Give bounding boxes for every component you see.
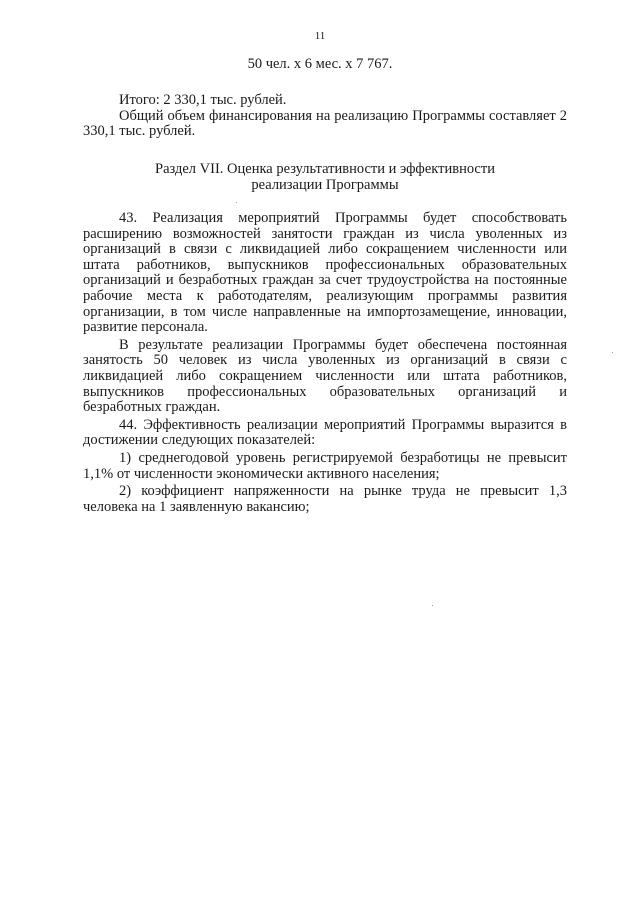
calculation-line: 50 чел. х 6 мес. х 7 767.	[247, 56, 393, 72]
total-line: Итого: 2 330,1 тыс. рублей.	[119, 92, 287, 108]
funding-paragraph: Общий объем финансирования на реализацию Программы составляет 2 330,1 тыс. рублей.	[83, 107, 567, 140]
section-title-line2: реализации Программы	[251, 177, 399, 193]
section-title-line1: Раздел VII. Оценка результативности и эффективности	[155, 161, 495, 177]
indicator-item-2: 2) коэффициент напряженности на рынке труда не превысит 1,3 человека на 1 заявленную вакансию;	[83, 483, 567, 515]
page-number: 11	[314, 30, 326, 42]
paragraph-result: В результате реализации Программы будет обеспечена постоянная занятость 50 человек из числа уволенных из организаций в связи с ликвидацией либо сокращением численности или штата работников, выпускников профессиональных образовательных организаций и безработных граждан.	[83, 336, 567, 416]
scan-speck	[612, 352, 613, 353]
paragraph-44: 44. Эффективность реализации мероприятий Программы выразится в достижении следующих показателей:	[83, 416, 567, 449]
section-content	[83, 211, 567, 515]
total-block	[83, 93, 567, 140]
indicator-item-1: 1) среднегодовой уровень регистрируемой безработицы не превысит 1,1% от численности экономически активного населения;	[83, 449, 567, 482]
scan-speck	[236, 202, 237, 203]
section-heading	[83, 161, 567, 193]
paragraph-43: 43. Реализация мероприятий Программы будет способствовать расширению возможностей занятости граждан из числа уволенных из организаций в связи с ликвидацией либо сокращением численности или штата работников, выпускников профессиональных образовательных организаций и безработных граждан за счет трудоустройства на постоянные рабочие места к работодателям, реализующим программы развития организации, в том числе направленные на импортозамещение, инновации, развитие персонала.	[83, 210, 567, 336]
scan-speck	[432, 605, 433, 606]
